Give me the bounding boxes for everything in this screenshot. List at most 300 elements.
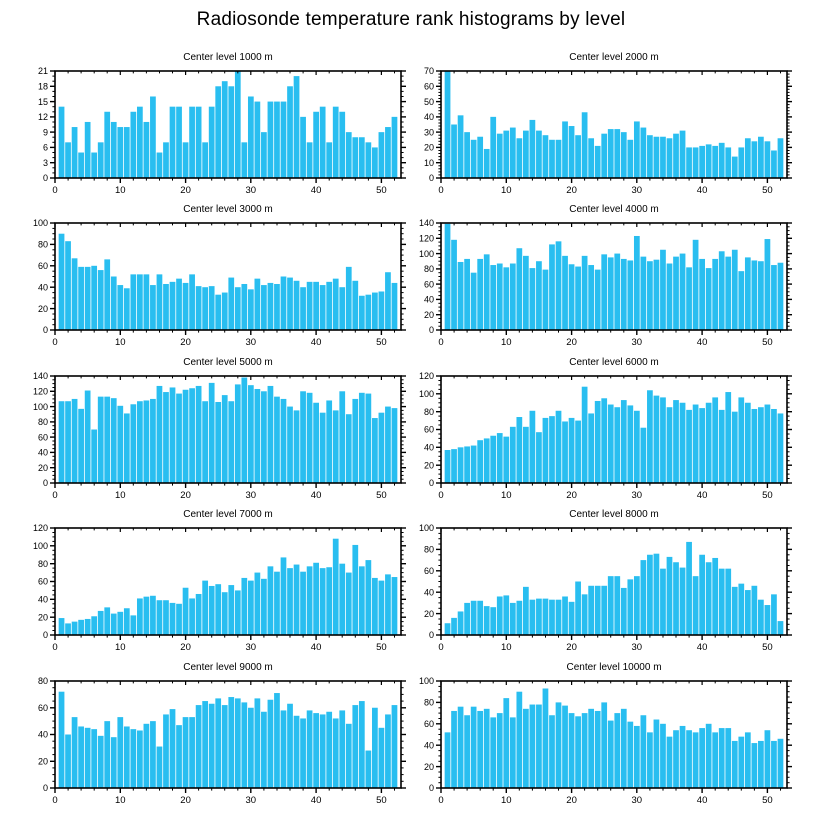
histogram-bar (274, 397, 280, 483)
histogram-bar (699, 259, 705, 330)
histogram-bar (392, 577, 398, 635)
histogram-bar (751, 141, 757, 178)
histogram-bar (543, 688, 549, 788)
histogram-bar (91, 153, 97, 178)
histogram-bar (183, 142, 189, 178)
histogram-bar (359, 296, 365, 330)
histogram-bar (170, 387, 176, 483)
svg-text:50: 50 (376, 490, 387, 501)
histogram-bar (595, 401, 601, 483)
histogram-bar (170, 709, 176, 788)
histogram-bar (510, 717, 516, 788)
histogram-bar (693, 405, 699, 483)
svg-text:20: 20 (566, 185, 577, 196)
histogram-bar (725, 569, 731, 635)
histogram-bar (490, 436, 496, 483)
histogram-bar (144, 122, 150, 178)
histogram-bar (614, 129, 620, 178)
histogram-bar (150, 721, 156, 788)
histogram-bar (445, 224, 451, 330)
histogram-bar (621, 400, 627, 483)
histogram-bar (569, 418, 575, 483)
histogram-bar (575, 135, 581, 178)
histogram-bar (588, 586, 594, 635)
svg-text:140: 140 (418, 218, 434, 229)
svg-text:30: 30 (245, 490, 257, 501)
histogram-bar (150, 399, 156, 483)
svg-text:10: 10 (501, 795, 512, 806)
chart-title (183, 662, 273, 673)
bars (59, 692, 398, 788)
histogram-bar (359, 137, 365, 178)
histogram-bar (543, 418, 549, 483)
histogram-bar (503, 267, 509, 330)
histogram-bar (523, 587, 529, 635)
histogram-bar (575, 267, 581, 330)
histogram-bar (333, 107, 339, 178)
histogram-bar (627, 722, 633, 788)
histogram-bar (124, 726, 130, 788)
histogram-bar (575, 582, 581, 636)
histogram-bar (778, 263, 784, 330)
histogram-bar (634, 576, 640, 635)
histogram-bar (680, 131, 686, 178)
histogram-bar (654, 396, 660, 483)
histogram-bar (719, 410, 725, 483)
histogram-bar (732, 587, 738, 635)
histogram-bar (255, 279, 261, 330)
svg-text:20: 20 (566, 642, 577, 653)
histogram-panel-10000m (406, 659, 796, 807)
svg-text:50: 50 (376, 795, 387, 806)
histogram-bar (608, 721, 614, 788)
histogram-panel-3000m (20, 201, 410, 349)
histogram-bar (209, 383, 215, 483)
histogram-panel-8000m (406, 506, 796, 654)
histogram-bar (751, 260, 757, 330)
histogram-bar (693, 576, 699, 635)
histogram-bar (255, 698, 261, 788)
svg-text:20: 20 (37, 612, 48, 623)
histogram-bar (680, 726, 686, 788)
svg-text:20: 20 (180, 490, 191, 501)
svg-text:100: 100 (418, 676, 434, 687)
svg-text:10: 10 (115, 490, 126, 501)
histogram-bar (91, 729, 97, 788)
histogram-svg (406, 201, 796, 349)
histogram-bar (523, 427, 529, 483)
histogram-bar (307, 566, 313, 635)
histogram-bar (78, 726, 84, 788)
histogram-bar (732, 741, 738, 788)
histogram-bar (130, 112, 136, 178)
histogram-bar (660, 724, 666, 788)
histogram-bar (771, 741, 777, 788)
histogram-bar (196, 386, 202, 483)
histogram-bar (359, 566, 365, 635)
histogram-bar (130, 274, 136, 330)
histogram-bar (627, 260, 633, 330)
histogram-bar (516, 248, 522, 330)
histogram-bar (562, 121, 568, 178)
histogram-bar (497, 134, 503, 178)
histogram-bar (673, 400, 679, 483)
histogram-bar (346, 132, 352, 178)
histogram-bar (667, 138, 673, 178)
histogram-bar (313, 112, 319, 178)
svg-text:120: 120 (32, 386, 48, 397)
histogram-bar (595, 586, 601, 635)
histogram-bar (458, 262, 464, 330)
histogram-bar (647, 732, 653, 788)
histogram-bar (281, 102, 287, 178)
svg-text:80: 80 (423, 406, 434, 417)
svg-text:120: 120 (418, 371, 434, 382)
histogram-bar (451, 711, 457, 788)
histogram-bar (445, 71, 451, 178)
histogram-bar (385, 574, 391, 635)
histogram-bar (320, 714, 326, 788)
histogram-bar (530, 600, 536, 635)
svg-text:120: 120 (32, 523, 48, 534)
histogram-bar (85, 267, 91, 330)
histogram-bar (745, 732, 751, 788)
histogram-bar (595, 711, 601, 788)
histogram-panel-5000m (20, 354, 410, 502)
histogram-bar (248, 96, 254, 178)
histogram-bar (59, 401, 65, 483)
histogram-bar (346, 414, 352, 483)
histogram-bar (699, 146, 705, 178)
histogram-bar (196, 705, 202, 788)
svg-text:0: 0 (438, 490, 444, 501)
svg-text:80: 80 (37, 558, 48, 569)
histogram-bar (673, 730, 679, 788)
histogram-bar (150, 285, 156, 330)
histogram-bar (222, 293, 228, 330)
histogram-bar (536, 261, 542, 330)
histogram-bar (510, 128, 516, 178)
histogram-bar (778, 413, 784, 483)
histogram-bar (647, 555, 653, 635)
histogram-bar (601, 702, 607, 788)
svg-text:40: 40 (696, 185, 708, 196)
histogram-bar (745, 590, 751, 635)
histogram-bar (255, 573, 261, 635)
svg-text:10: 10 (423, 157, 434, 168)
histogram-bar (307, 393, 313, 483)
histogram-bar (104, 607, 110, 635)
svg-text:0: 0 (52, 337, 58, 348)
histogram-svg (20, 201, 410, 349)
histogram-bar (176, 394, 182, 483)
histogram-bar (634, 411, 640, 483)
histogram-bar (758, 600, 764, 635)
histogram-bar (307, 710, 313, 788)
svg-text:40: 40 (696, 795, 708, 806)
svg-text:0: 0 (52, 185, 58, 196)
svg-text:40: 40 (423, 294, 434, 305)
histogram-bar (667, 407, 673, 483)
histogram-bar (365, 751, 371, 788)
histogram-bar (313, 563, 319, 635)
histogram-bar (738, 147, 744, 178)
histogram-bar (72, 399, 78, 483)
histogram-bar (601, 254, 607, 330)
histogram-bar (117, 612, 123, 635)
histogram-bar (778, 621, 784, 635)
histogram-bar (608, 129, 614, 178)
histogram-bar (758, 407, 764, 483)
histogram-bar (523, 256, 529, 330)
histogram-bar (170, 282, 176, 330)
histogram-bar (497, 713, 503, 788)
histogram-bar (614, 407, 620, 483)
histogram-bar (575, 421, 581, 483)
histogram-bar (294, 410, 300, 483)
histogram-bar (614, 576, 620, 635)
histogram-bar (228, 278, 234, 330)
svg-text:0: 0 (428, 325, 434, 336)
histogram-bar (536, 599, 542, 635)
histogram-bar (451, 240, 457, 330)
histogram-bar (150, 596, 156, 635)
histogram-svg (406, 354, 796, 502)
histogram-bar (287, 86, 293, 178)
histogram-bar (647, 261, 653, 330)
histogram-bar (313, 282, 319, 330)
svg-text:20: 20 (423, 460, 434, 471)
histogram-bar (385, 272, 391, 330)
histogram-bar (124, 288, 130, 330)
histogram-bar (582, 713, 588, 788)
svg-text:40: 40 (423, 740, 434, 751)
histogram-bar (137, 274, 143, 330)
histogram-bar (157, 274, 163, 330)
chart-title (569, 204, 659, 215)
histogram-bar (150, 96, 156, 178)
histogram-bar (641, 560, 647, 635)
histogram-bar (477, 711, 483, 788)
histogram-bar (660, 250, 666, 330)
svg-text:80: 80 (37, 239, 48, 250)
svg-text:10: 10 (115, 185, 126, 196)
histogram-bar (392, 408, 398, 483)
histogram-bar (176, 725, 182, 788)
histogram-bar (601, 134, 607, 178)
histogram-bar (686, 730, 692, 788)
svg-text:0: 0 (438, 642, 444, 653)
histogram-bar (712, 732, 718, 788)
svg-text:30: 30 (245, 337, 257, 348)
histogram-bar (241, 142, 247, 178)
histogram-bar (614, 713, 620, 788)
histogram-bar (281, 557, 287, 635)
histogram-bar (582, 594, 588, 635)
svg-text:20: 20 (566, 795, 577, 806)
histogram-bar (274, 693, 280, 788)
svg-text:20: 20 (180, 795, 191, 806)
histogram-bar (352, 399, 358, 483)
histogram-bar (320, 107, 326, 178)
histogram-bar (78, 153, 84, 178)
histogram-bar (98, 142, 104, 178)
histogram-bar (326, 142, 332, 178)
histogram-bar (484, 149, 490, 178)
histogram-bar (111, 122, 117, 178)
svg-text:40: 40 (37, 447, 48, 458)
svg-text:Center level 3000 m: Center level 3000 m (183, 204, 273, 215)
svg-text:0: 0 (438, 795, 444, 806)
histogram-bar (104, 721, 110, 788)
svg-text:20: 20 (180, 642, 191, 653)
histogram-bar (569, 126, 575, 178)
svg-text:100: 100 (418, 248, 434, 259)
histogram-bar (667, 737, 673, 788)
histogram-svg (20, 506, 410, 654)
histogram-bar (686, 147, 692, 178)
histogram-bar (274, 102, 280, 178)
svg-text:40: 40 (37, 594, 48, 605)
histogram-bar (562, 596, 568, 635)
histogram-bar (163, 142, 169, 178)
histogram-bar (209, 704, 215, 788)
svg-text:20: 20 (180, 185, 191, 196)
histogram-bar (673, 562, 679, 635)
bars (59, 378, 398, 483)
svg-text:30: 30 (631, 337, 643, 348)
histogram-bar (385, 127, 391, 178)
histogram-bar (59, 234, 65, 330)
chart-title (183, 357, 273, 368)
histogram-bar (287, 278, 293, 330)
histogram-bar (235, 287, 241, 330)
svg-text:3: 3 (42, 157, 48, 168)
histogram-bar (497, 264, 503, 330)
histogram-bar (667, 264, 673, 330)
svg-text:120: 120 (418, 233, 434, 244)
svg-text:50: 50 (376, 185, 387, 196)
histogram-bar (130, 615, 136, 635)
histogram-bar (333, 718, 339, 788)
histogram-bar (104, 397, 110, 483)
histogram-bar (144, 400, 150, 483)
histogram-bar (497, 433, 503, 483)
histogram-bar (137, 401, 143, 483)
histogram-bar (215, 86, 221, 178)
svg-text:Center level 5000 m: Center level 5000 m (183, 357, 273, 368)
histogram-bar (634, 236, 640, 330)
svg-text:40: 40 (696, 337, 708, 348)
svg-text:20: 20 (37, 462, 48, 473)
histogram-bar (222, 81, 228, 178)
histogram-bar (241, 378, 247, 483)
histogram-bar (673, 257, 679, 330)
histogram-bar (326, 567, 332, 635)
histogram-bar (627, 140, 633, 178)
histogram-bar (268, 386, 274, 483)
chart-title (183, 52, 273, 63)
histogram-bar (339, 564, 345, 635)
svg-text:40: 40 (37, 729, 48, 740)
histogram-bar (765, 730, 771, 788)
svg-text:50: 50 (762, 490, 773, 501)
histogram-bar (601, 398, 607, 483)
histogram-bar (209, 107, 215, 178)
histogram-bar (725, 728, 731, 788)
svg-text:0: 0 (52, 795, 58, 806)
histogram-bar (621, 709, 627, 788)
histogram-bar (464, 132, 470, 178)
svg-text:Center level 7000 m: Center level 7000 m (183, 509, 273, 520)
histogram-bar (189, 107, 195, 178)
histogram-bar (738, 397, 744, 483)
svg-text:Center level 1000 m: Center level 1000 m (183, 52, 273, 63)
histogram-bar (510, 603, 516, 635)
histogram-bar (562, 706, 568, 788)
histogram-bar (157, 600, 163, 635)
histogram-bar (359, 701, 365, 788)
histogram-bar (228, 585, 234, 635)
histogram-bar (451, 125, 457, 179)
bars (445, 224, 784, 330)
histogram-bar (117, 285, 123, 330)
histogram-bar (549, 600, 555, 635)
histogram-bar (85, 728, 91, 788)
histogram-bar (326, 712, 332, 788)
histogram-bar (352, 545, 358, 635)
histogram-bar (117, 127, 123, 178)
histogram-svg (20, 659, 410, 807)
histogram-bar (582, 112, 588, 178)
histogram-bar (751, 409, 757, 483)
histogram-bar (503, 595, 509, 635)
histogram-bar (745, 403, 751, 483)
svg-text:60: 60 (423, 719, 434, 729)
histogram-bar (359, 393, 365, 483)
histogram-bar (464, 446, 470, 483)
histogram-bar (530, 268, 536, 330)
histogram-bar (157, 747, 163, 788)
histogram-bar (157, 386, 163, 483)
svg-text:40: 40 (696, 642, 708, 653)
svg-text:60: 60 (423, 566, 434, 576)
svg-text:100: 100 (32, 541, 48, 551)
histogram-bar (352, 137, 358, 178)
histogram-bar (339, 391, 345, 483)
histogram-bar (379, 132, 385, 178)
histogram-bar (72, 622, 78, 635)
histogram-bar (163, 714, 169, 788)
histogram-bar (268, 102, 274, 178)
histogram-bar (732, 250, 738, 330)
chart-title (569, 357, 659, 368)
histogram-bar (176, 107, 182, 178)
svg-text:Center level 6000 m: Center level 6000 m (569, 357, 659, 368)
bars (445, 542, 784, 635)
bars (445, 688, 784, 788)
histogram-bar (294, 281, 300, 330)
histogram-bar (281, 710, 287, 788)
svg-text:60: 60 (423, 279, 434, 290)
svg-text:10: 10 (501, 642, 512, 653)
histogram-bar (137, 598, 143, 635)
histogram-bar (78, 267, 84, 330)
histogram-bar (352, 705, 358, 788)
histogram-bar (183, 283, 189, 330)
histogram-bar (654, 554, 660, 635)
svg-text:0: 0 (42, 478, 48, 489)
